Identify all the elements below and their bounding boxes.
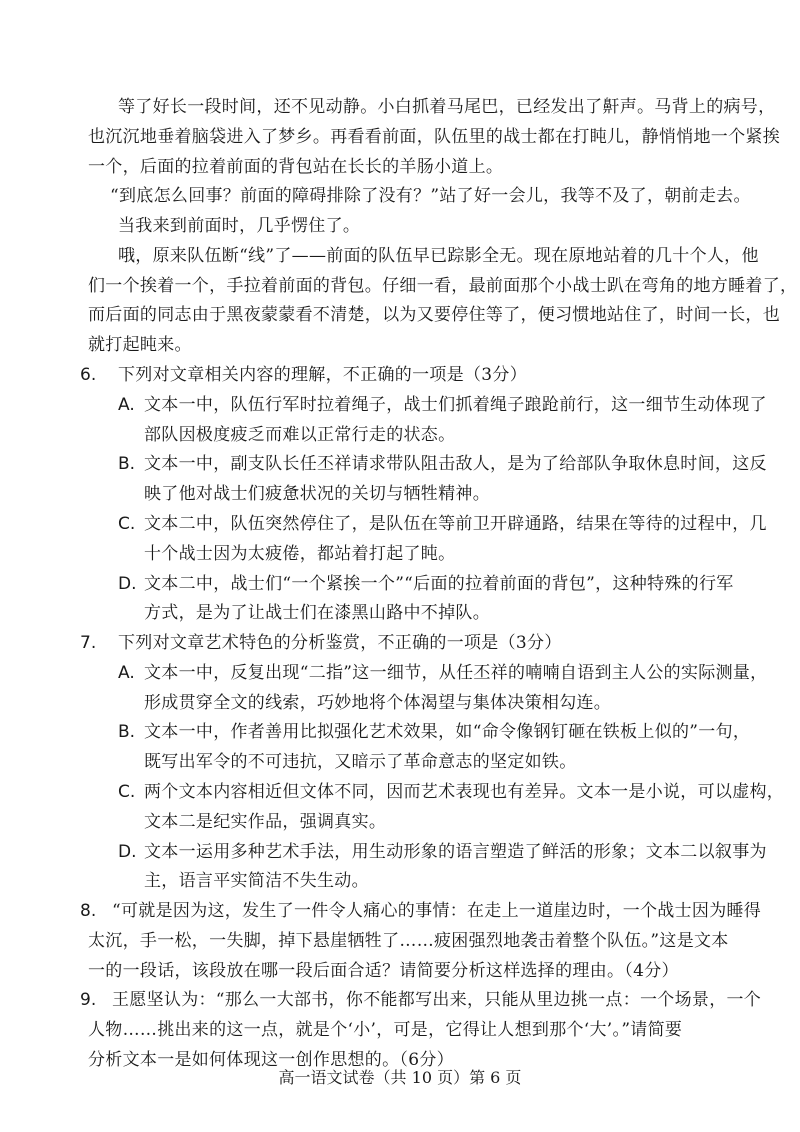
- option-text: 主，语言平实简洁不失生动。: [144, 871, 369, 891]
- option-text: 既写出军令的不可违抗，又暗示了革命意志的坚定如铁。: [144, 752, 577, 772]
- option-letter: C.: [118, 782, 136, 802]
- question-text: 人物……挑出来的这一点，就是个‘小’，可是，它得让人想到那个‘大’。”请简要: [88, 1020, 683, 1040]
- question-number: 7.: [80, 633, 97, 653]
- option-letter: B.: [118, 722, 136, 742]
- page-footer: 高一语文试卷（共 10 页）第 6 页: [278, 1068, 522, 1087]
- option-text: 文本一中，反复出现“二指”这一细节，从任丕祥的喃喃自语到主人公的实际测量，: [144, 663, 768, 683]
- question-number: 6.: [80, 365, 97, 385]
- question-text: 分析文本一是如何体现这一创作思想的。（6分）: [88, 1050, 454, 1070]
- option-letter: C.: [118, 514, 136, 534]
- option-text: 文本一中，队伍行军时拉着绳子，战士们抓着绳子踉跄前行，这一细节生动体现了: [144, 395, 767, 415]
- passage-line: “到底怎么回事？前面的障碍排除了没有？”站了好一会儿，我等不及了，朝前走去。: [110, 186, 751, 206]
- question-text: “可就是因为这，发生了一件令人痛心的事情：在走上一道崖边时，一个战士因为睡得: [112, 901, 762, 921]
- passage-line: 就打起盹来。: [88, 335, 192, 355]
- passage-line: 而后面的同志由于黑夜蒙蒙看不清楚，以为又要停住等了，便习惯地站住了，时间一长，也: [88, 305, 780, 325]
- question-text: 一的一段话，该段放在哪一段后面合适？请简要分析这样选择的理由。（4分）: [88, 961, 679, 981]
- question-text: 王愿坚认为：“那么一大部书，你不能都写出来，只能从里边挑一点：一个场景，一个: [112, 990, 762, 1010]
- question-stem: 下列对文章相关内容的理解，不正确的一项是（3分）: [118, 365, 528, 385]
- question-number: 9.: [80, 990, 97, 1010]
- option-text: 部队因极度疲乏而难以正常行走的状态。: [144, 425, 456, 445]
- option-letter: D.: [118, 842, 137, 862]
- option-letter: A.: [118, 663, 135, 683]
- option-letter: A.: [118, 395, 135, 415]
- passage-line: 也沉沉地垂着脑袋进入了梦乡。再看看前面，队伍里的战士都在打盹儿，静悄悄地一个紧挨: [88, 127, 780, 147]
- option-text: 方式，是为了让战士们在漆黑山路中不掉队。: [144, 603, 490, 623]
- option-text: 文本一运用多种艺术手法，用生动形象的语言塑造了鲜活的形象；文本二以叙事为: [144, 842, 767, 862]
- option-text: 映了他对战士们疲惫状况的关切与牺牲精神。: [144, 484, 490, 504]
- option-text: 文本二是纪实作品，强调真实。: [144, 812, 387, 832]
- option-text: 十个战士因为太疲倦，都站着打起了盹。: [144, 544, 456, 564]
- passage-line: 等了好长一段时间，还不见动静。小白抓着马尾巴，已经发出了鼾声。马背上的病号，: [118, 97, 776, 117]
- passage-line: 当我来到前面时，几乎愣住了。: [118, 216, 361, 236]
- option-text: 文本一中，作者善用比拟强化艺术效果，如“命令像钢钉砸在铁板上似的”一句，: [144, 722, 751, 742]
- passage-line: 哦，原来队伍断“线”了——前面的队伍早已踪影全无。现在原地站着的几十个人，他: [118, 246, 759, 266]
- question-text: 太沉，手一松，一失脚，掉下悬崖牺牲了……疲困强烈地袭击着整个队伍。”这是文本: [88, 931, 729, 951]
- option-text: 文本二中，队伍突然停住了，是队伍在等前卫开辟通路，结果在等待的过程中，几: [144, 514, 767, 534]
- option-text: 文本二中，战士们“一个紧挨一个”“后面的拉着前面的背包”，这种特殊的行军: [144, 574, 734, 594]
- passage-line: 们一个挨着一个，手拉着前面的背包。仔细一看，最前面那个小战士趴在弯角的地方睡着了，: [88, 276, 798, 296]
- option-text: 文本一中，副支队长任丕祥请求带队阻击敌人，是为了给部队争取休息时间，这反: [144, 454, 767, 474]
- option-letter: B.: [118, 454, 136, 474]
- question-stem: 下列对文章艺术特色的分析鉴赏，不正确的一项是（3分）: [118, 633, 562, 653]
- option-text: 两个文本内容相近但文体不同，因而艺术表现也有差异。文本一是小说，可以虚构，: [144, 782, 785, 802]
- option-letter: D.: [118, 574, 137, 594]
- option-text: 形成贯穿全文的线索，巧妙地将个体渴望与集体决策相勾连。: [144, 693, 612, 713]
- question-number: 8.: [80, 901, 97, 921]
- passage-line: 一个，后面的拉着前面的背包站在长长的羊肠小道上。: [88, 157, 504, 177]
